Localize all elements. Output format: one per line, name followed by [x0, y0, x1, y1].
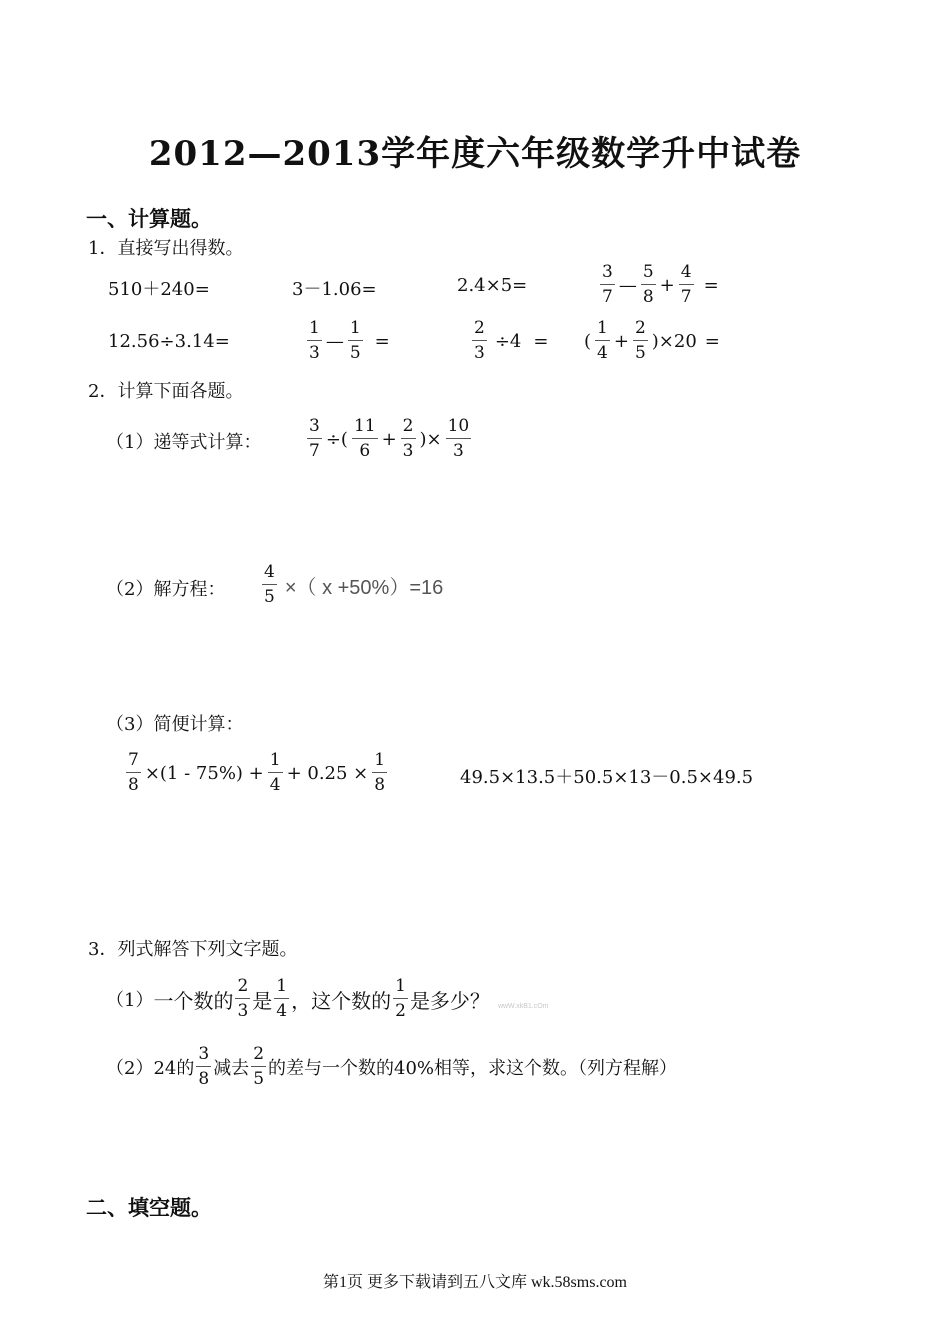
fraction: $\frac{11}{6}$ [353, 416, 376, 461]
fraction: $\frac{2}{5}$ [253, 1044, 265, 1089]
fraction: $\frac{1}{3}$ [309, 318, 320, 363]
question-2-3-expression-2: 49.5×13.5＋50.5×13－0.5×49.5 [460, 767, 754, 788]
problem-1h: ( $\frac{1}{4}$ + $\frac{2}{5}$ )×20 = [584, 318, 720, 363]
fraction: $\frac{1}{4}$ [269, 750, 281, 795]
page-title: 2012—2013学年度六年级数学升中试卷 [148, 134, 802, 174]
fraction: $\frac{1}{5}$ [349, 318, 361, 363]
fraction: $\frac{10}{3}$ [447, 416, 470, 461]
fraction: $\frac{1}{4}$ [276, 976, 288, 1021]
question-3-2: （2） 24的 $\frac{3}{8}$ 减去 $\frac{2}{5}$ 的差与一个数的40%相等，求这个数。（列方程解） [106, 1044, 678, 1089]
problem-1g: $\frac{2}{3}$ ÷4 = [474, 318, 549, 363]
question-3-label: 3．列式解答下列文字题。 [88, 939, 298, 960]
fraction: $\frac{2}{3}$ [402, 416, 414, 461]
problem-1b: 3－1.06= [292, 279, 377, 300]
fraction: $\frac{5}{8}$ [642, 262, 654, 307]
fraction: $\frac{3}{7}$ [309, 416, 320, 461]
question-1-label: 1．直接写出得数。 [88, 238, 244, 259]
problem-1d: $\frac{3}{7}$ — $\frac{5}{8}$ + $\frac{4}{7}$ = [602, 262, 719, 307]
fraction: $\frac{3}{7}$ [602, 262, 613, 307]
fraction: $\frac{2}{3}$ [474, 318, 485, 363]
fraction: $\frac{2}{3}$ [237, 976, 249, 1021]
section-heading-fill-in: 二、填空题。 [86, 1196, 212, 1220]
fraction: $\frac{4}{7}$ [680, 262, 692, 307]
page-footer: 第1页 更多下载请到五八文库 wk.58sms.com [322, 1274, 627, 1291]
question-2-label: 2．计算下面各题。 [88, 381, 244, 402]
question-2-1-label: （1）递等式计算： [106, 432, 262, 453]
problem-1f: $\frac{1}{3}$ — $\frac{1}{5}$ = [309, 318, 390, 363]
section-heading-calculation: 一、计算题。 [86, 207, 212, 231]
question-2-3-expression-1: $\frac{7}{8}$ ×(1 - 75%) + $\frac{1}{4}$ + 0.25 × $\frac{1}{8}$ [128, 750, 386, 795]
fraction: $\frac{2}{5}$ [634, 318, 646, 363]
question-2-3-label: （3）简便计算： [106, 714, 244, 735]
question-2-2-equation: $\frac{4}{5}$ ×（ x +50%）=16 [264, 562, 444, 607]
problem-1a: 510＋240= [108, 279, 210, 300]
watermark: wwW.xkB1.cOm [497, 1002, 549, 1010]
problem-1c: 2.4×5= [457, 275, 528, 296]
fraction: $\frac{1}{8}$ [374, 750, 386, 795]
question-2-1-expression: $\frac{3}{7}$ ÷( $\frac{11}{6}$ + $\frac{2}{3}$ )× $\frac{10}{3}$ [309, 416, 470, 461]
fraction: $\frac{7}{8}$ [128, 750, 139, 795]
fraction: $\frac{4}{5}$ [264, 562, 275, 607]
question-2-2-label: （2）解方程： [106, 579, 226, 600]
problem-1e: 12.56÷3.14= [108, 331, 230, 352]
fraction: $\frac{1}{2}$ [395, 976, 406, 1021]
question-3-1: （1） 一个数的 $\frac{2}{3}$ 是 $\frac{1}{4}$ ，这个数的 $\frac{1}{2}$ 是多少？ wwW.xkB1.cOm [106, 976, 549, 1021]
fraction: $\frac{1}{4}$ [597, 318, 608, 363]
fraction: $\frac{3}{8}$ [198, 1044, 210, 1089]
